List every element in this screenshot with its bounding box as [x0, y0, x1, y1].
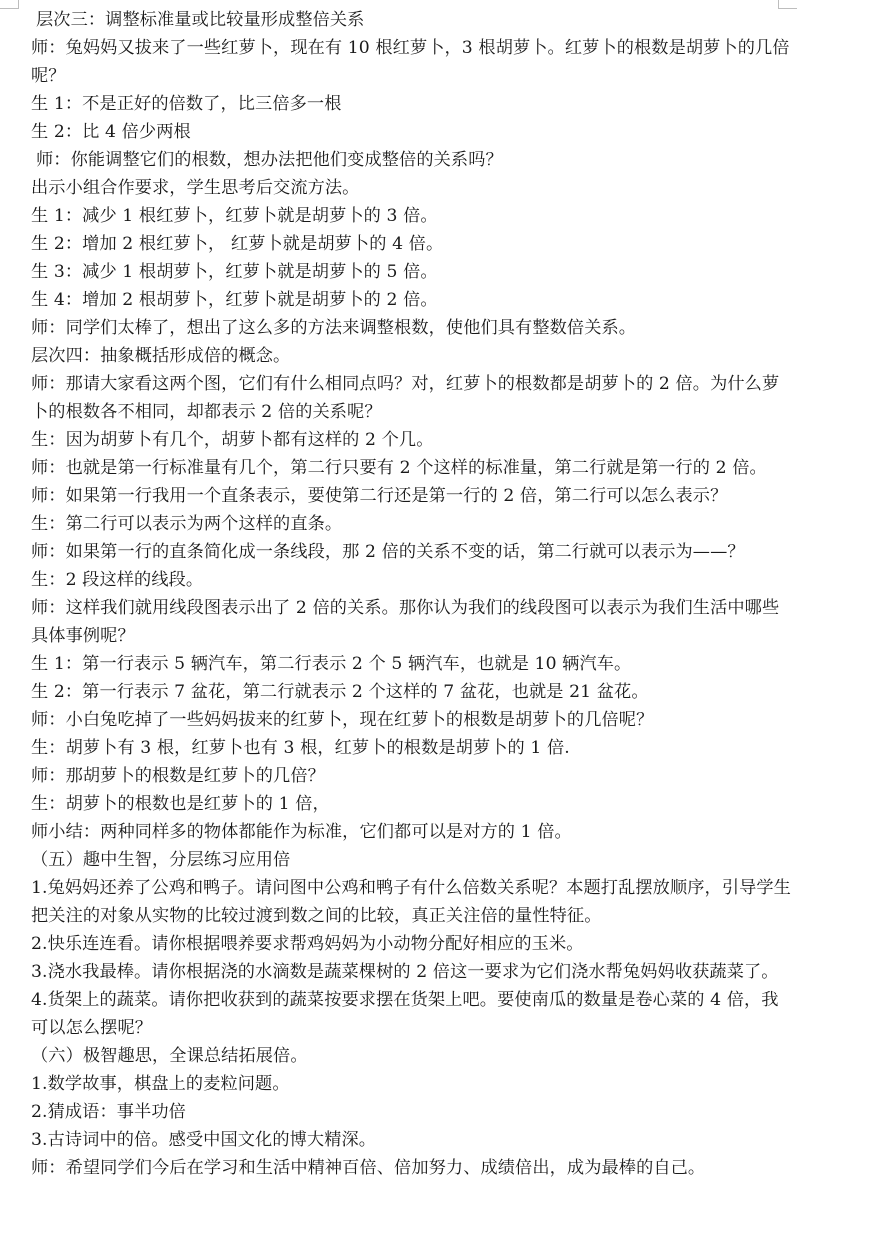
paragraph: 2.猜成语：事半功倍 — [31, 1102, 186, 1122]
paragraph: 师：你能调整它们的根数，想办法把他们变成整倍的关系吗？ — [36, 150, 503, 170]
paragraph: 师：同学们太棒了，想出了这么多的方法来调整根数，使他们具有整数倍关系。 — [31, 318, 637, 338]
paragraph: 3.浇水我最棒。请你根据浇的水滴数是蔬菜棵树的 2 倍这一要求为它们浇水帮兔妈妈收获蔬菜了。 — [31, 962, 779, 982]
paragraph: 生 2：比 4 倍少两根 — [31, 122, 191, 142]
paragraph: 2.快乐连连看。请你根据喂养要求帮鸡妈妈为小动物分配好相应的玉米。 — [31, 934, 584, 954]
paragraph: 生 2：第一行表示 7 盆花，第二行就表示 2 个这样的 7 盆花，也就是 21 盆花。 — [31, 682, 649, 702]
paragraph: 层次四：抽象概括形成倍的概念。 — [31, 346, 291, 366]
paragraph: 1.数学故事，棋盘上的麦粒问题。 — [31, 1074, 290, 1094]
paragraph: 师：希望同学们今后在学习和生活中精神百倍、倍加努力、成绩倍出，成为最棒的自己。 — [31, 1158, 706, 1178]
paragraph: 师小结：两种同样多的物体都能作为标准，它们都可以是对方的 1 倍。 — [31, 822, 572, 842]
paragraph: 生：第二行可以表示为两个这样的直条。 — [31, 514, 343, 534]
paragraph: 师：那请大家看这两个图，它们有什么相同点吗？对，红萝卜的根数都是胡萝卜的 2 倍。为什么萝卜的根数各不相同，却都表示 2 倍的关系呢？ — [31, 374, 780, 422]
paragraph: 生：胡萝卜的根数也是红萝卜的 1 倍， — [31, 794, 330, 814]
paragraph: 师：小白兔吃掉了一些妈妈拔来的红萝卜，现在红萝卜的根数是胡萝卜的几倍呢？ — [31, 710, 654, 730]
paragraph: 师：如果第一行的直条简化成一条线段，那 2 倍的关系不变的话，第二行就可以表示为——？ — [31, 542, 745, 562]
paragraph: 3.古诗词中的倍。感受中国文化的博大精深。 — [31, 1130, 377, 1150]
paragraph: 出示小组合作要求，学生思考后交流方法。 — [31, 178, 360, 198]
document-body — [31, 6, 791, 1182]
paragraph: 生 3：减少 1 根胡萝卜，红萝卜就是胡萝卜的 5 倍。 — [31, 262, 438, 282]
paragraph: 生：因为胡萝卜有几个，胡萝卜都有这样的 2 个几。 — [31, 430, 434, 450]
paragraph: 生 4：增加 2 根胡萝卜，红萝卜就是胡萝卜的 2 倍。 — [31, 290, 438, 310]
paragraph: （五）趣中生智，分层练习应用倍 — [31, 850, 291, 870]
paragraph: 生 1：第一行表示 5 辆汽车，第二行表示 2 个 5 辆汽车，也就是 10 辆汽车。 — [31, 654, 632, 674]
paragraph: 1.兔妈妈还养了公鸡和鸭子。请问图中公鸡和鸭子有什么倍数关系呢？本题打乱摆放顺序，引导学生把关注的对象从实物的比较过渡到数之间的比较，真正关注倍的量性特征。 — [31, 878, 791, 926]
paragraph: 师：兔妈妈又拔来了一些红萝卜，现在有 10 根红萝卜，3 根胡萝卜。红萝卜的根数是胡萝卜的几倍呢？ — [31, 38, 790, 86]
paragraph: （六）极智趣思，全课总结拓展倍。 — [31, 1046, 308, 1066]
paragraph: 生 2：增加 2 根红萝卜， 红萝卜就是胡萝卜的 4 倍。 — [31, 234, 444, 254]
paragraph: 师：这样我们就用线段图表示出了 2 倍的关系。那你认为我们的线段图可以表示为我们生活中哪些具体事例呢？ — [31, 598, 780, 646]
paragraph: 生 1：不是正好的倍数了，比三倍多一根 — [31, 94, 342, 114]
paragraph: 生：2 段这样的线段。 — [31, 570, 204, 590]
paragraph: 师：也就是第一行标准量有几个，第二行只要有 2 个这样的标准量，第二行就是第一行的 2 倍。 — [31, 458, 767, 478]
paragraph: 生：胡萝卜有 3 根，红萝卜也有 3 根，红萝卜的根数是胡萝卜的 1 倍. — [31, 738, 570, 758]
paragraph: 4.货架上的蔬菜。请你把收获到的蔬菜按要求摆在货架上吧。要使南瓜的数量是卷心菜的 4 倍，我可以怎么摆呢？ — [31, 990, 779, 1038]
paragraph: 师：那胡萝卜的根数是红萝卜的几倍？ — [31, 766, 325, 786]
paragraph: 师：如果第一行我用一个直条表示，要使第二行还是第一行的 2 倍，第二行可以怎么表示？ — [31, 486, 728, 506]
paragraph: 生 1：减少 1 根红萝卜，红萝卜就是胡萝卜的 3 倍。 — [31, 206, 438, 226]
paragraph: 层次三：调整标准量或比较量形成整倍关系 — [36, 10, 365, 30]
page-corner-mark-left — [0, 0, 19, 9]
